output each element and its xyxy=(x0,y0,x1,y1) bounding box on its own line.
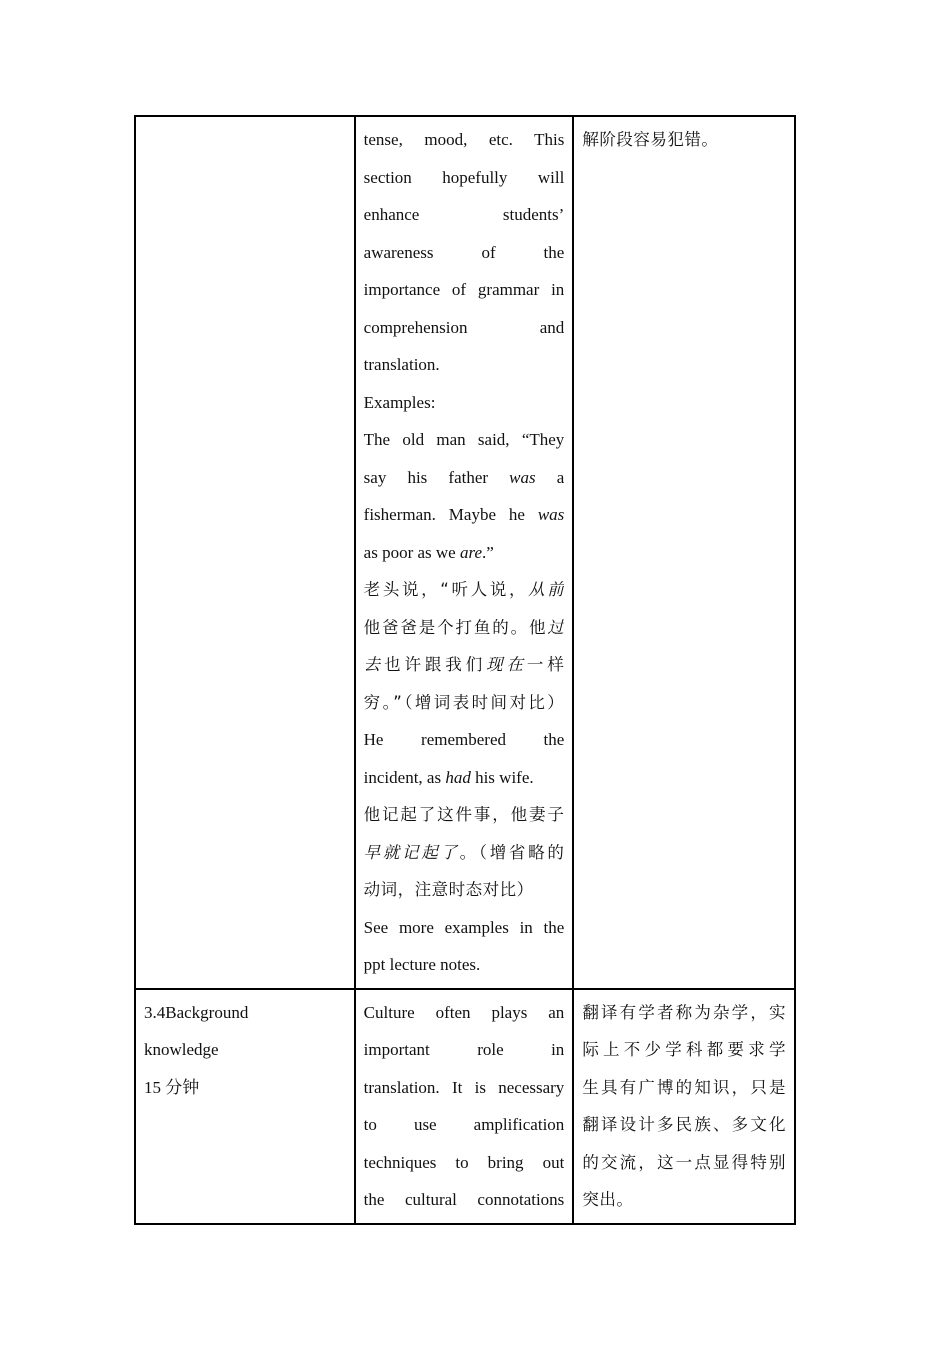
note-cell-background xyxy=(573,989,795,1224)
text-segment: his wife. xyxy=(470,767,534,787)
content-line xyxy=(364,909,565,947)
content-line xyxy=(364,721,565,759)
emphasis-text: 过 xyxy=(547,617,565,637)
text-segment: section hopefully will xyxy=(363,167,565,187)
note-line: 生具有广博的知识，只是 xyxy=(582,1077,786,1097)
content-cell-background xyxy=(355,989,574,1224)
text-segment: awareness of the xyxy=(363,242,565,262)
text-segment: 他爸爸是个打鱼的。他 xyxy=(363,617,548,637)
emphasis-text: 去 xyxy=(363,655,385,674)
content-line xyxy=(364,159,565,197)
content-line xyxy=(364,684,565,722)
stage-cell-background xyxy=(135,989,355,1224)
stage-duration: 15 分钟 xyxy=(144,1077,200,1097)
content-line xyxy=(364,271,565,309)
content-line xyxy=(364,534,565,572)
note-cell-grammar xyxy=(573,116,795,989)
content-line: techniques to bring out xyxy=(363,1152,565,1172)
emphasis-text: had xyxy=(445,767,471,787)
text-segment: He remembered the xyxy=(363,730,565,749)
content-line xyxy=(364,646,565,684)
content-line xyxy=(364,196,565,234)
content-line: translation. It is necessary xyxy=(363,1077,565,1097)
emphasis-text: 现在 xyxy=(486,655,527,674)
stage-title: 3.4Background xyxy=(144,1002,249,1022)
content-cell-grammar xyxy=(355,116,574,989)
content-line xyxy=(364,759,565,797)
content-line xyxy=(364,871,565,909)
note-line: 际上不少学科都要求学 xyxy=(582,1040,786,1059)
text-segment: importance of grammar in xyxy=(363,280,565,299)
emphasis-text: was xyxy=(509,467,536,487)
text-segment: ppt lecture notes. xyxy=(363,955,481,974)
text-segment: enhance students’ xyxy=(363,205,565,224)
content-text xyxy=(356,117,573,988)
content-line xyxy=(364,346,565,384)
content-line xyxy=(364,459,565,497)
content-line: the cultural connotations xyxy=(363,1190,565,1209)
note-line: 的交流，这一点显得特别 xyxy=(582,1152,786,1172)
content-line xyxy=(364,121,565,159)
text-segment: The old man said, “They xyxy=(363,430,565,449)
content-line xyxy=(364,834,565,872)
stage-title-cont: knowledge xyxy=(144,1040,219,1059)
note-line: 突出。 xyxy=(582,1190,634,1209)
text-segment: 一样 xyxy=(526,655,565,674)
text-segment: 他记起了这件事，他妻子 xyxy=(363,805,565,824)
text-segment: comprehension and xyxy=(363,317,565,337)
note-line: 翻译设计多民族、多文化 xyxy=(582,1115,786,1134)
content-line xyxy=(364,384,565,422)
text-segment: as poor as we xyxy=(363,542,460,562)
emphasis-text: 早就记起了 xyxy=(363,842,460,862)
content-line xyxy=(364,946,565,984)
content-line xyxy=(364,421,565,459)
content-line: important role in xyxy=(363,1040,565,1059)
table-row-grammar xyxy=(135,116,795,989)
content-line xyxy=(364,796,565,834)
text-segment: 。（增省略的 xyxy=(459,842,565,862)
lesson-plan-table xyxy=(134,115,796,1225)
table-row-background xyxy=(135,989,795,1224)
text-segment: incident, as xyxy=(363,767,446,787)
content-line xyxy=(364,496,565,534)
content-line xyxy=(364,234,565,272)
content-line: to use amplification xyxy=(363,1115,565,1134)
text-segment: fisherman. Maybe he xyxy=(363,505,538,524)
stage-cell-empty xyxy=(135,116,355,989)
text-segment: translation. xyxy=(363,355,440,374)
text-segment: a xyxy=(535,467,565,487)
content-line xyxy=(364,571,565,609)
text-segment: tense, mood, etc. This xyxy=(363,130,565,149)
content-line xyxy=(364,609,565,647)
emphasis-text: was xyxy=(537,505,565,524)
emphasis-text: 从前 xyxy=(528,580,565,599)
content-line: Culture often plays an xyxy=(363,1002,565,1022)
text-segment: See more examples in the xyxy=(363,917,565,937)
text-segment: 老头说，“听人说， xyxy=(363,580,529,599)
text-segment: 穷。”（增词表时间对比） xyxy=(363,692,565,712)
note-line: 解阶段容易犯错。 xyxy=(582,130,719,149)
text-segment: 也许跟我们 xyxy=(384,655,487,674)
emphasis-text: are xyxy=(459,542,482,562)
text-segment: say his father xyxy=(363,467,510,487)
text-segment: Examples: xyxy=(363,392,436,412)
content-line xyxy=(364,309,565,347)
text-segment: .” xyxy=(482,542,494,562)
text-segment: 动词，注意时态对比） xyxy=(363,880,534,899)
note-line: 翻译有学者称为杂学，实 xyxy=(582,1002,786,1022)
